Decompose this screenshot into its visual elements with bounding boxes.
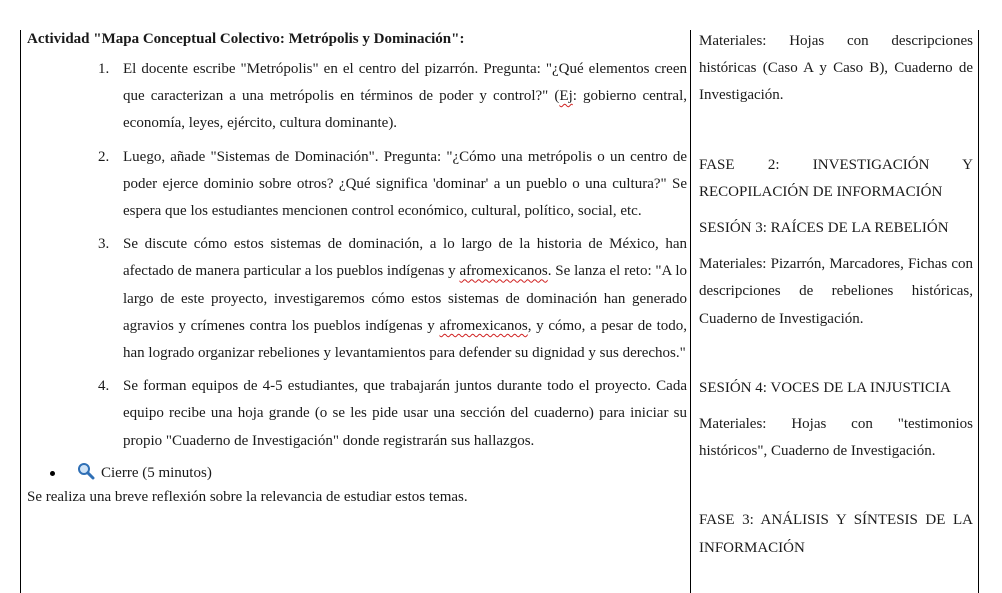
step-text-part: , y cómo, a pesar de todo, han logrado organizar rebeliones y levantamientos para defender su dignidad y sus derechos.": [123, 317, 687, 362]
session-4-heading: SESIÓN 4: VOCES DE LA INJUSTICIA: [699, 379, 951, 396]
step-text: [123, 61, 687, 131]
step-text-part: Se discute cómo estos sistemas de dominación, a lo largo de la historia de México, han afectado de manera particular a los pueblos indígenas y: [123, 236, 687, 280]
step-text: Se forman equipos de 4-5 estudiantes, que trabajarán juntos durante todo el proyecto. Cada equipo recibe una hoja grande (o se les pide usar una sección del cuaderno) para iniciar su propio "Cuaderno de Investigación" donde registrarán sus hallazgos.: [123, 378, 687, 449]
step-text-part: . Se lanza el reto: "A lo largo de este proyecto, investigaremos cómo estos sistemas de dominación han generado agravios y crímenes contra los pueblos indígenas y: [123, 263, 687, 334]
bullet-dot: [50, 471, 55, 476]
materials-session-2: Materiales: Hojas con descripciones históricas (Caso A y Caso B), Cuaderno de Investigación.: [699, 33, 973, 104]
step-number: 1.: [98, 61, 110, 77]
cierre-label: Cierre (5 minutos): [101, 464, 212, 481]
materials-session-4: Materiales: Hojas con "testimonios históricos", Cuaderno de Investigación.: [699, 416, 973, 460]
materials-session-3: Materiales: Pizarrón, Marcadores, Fichas con descripciones de rebeliones históricas, Cuaderno de Investigación.: [699, 256, 973, 327]
step-text-part: : gobierno central, economía, leyes, ejército, cultura dominante).: [123, 88, 687, 132]
spellcheck-word[interactable]: afromexicanos: [439, 317, 528, 334]
activity-steps-list: [27, 56, 687, 455]
step-text-part: El docente escribe "Metrópolis" en el centro del pizarrón. Pregunta: "¿Qué elementos creen que caracterizan a una metrópolis en términos de poder y control?" (: [123, 61, 687, 105]
magnifying-glass-icon: [77, 462, 95, 480]
step-text: [123, 236, 687, 361]
step-number: 2.: [98, 148, 110, 165]
step-number: 3.: [98, 236, 110, 253]
table-border-right: [978, 30, 979, 593]
phase-3-heading: FASE 3: ANÁLISIS Y SÍNTESIS DE LA INFORMACIÓN: [699, 512, 973, 556]
activity-heading: Actividad "Mapa Conceptual Colectivo: Metrópolis y Dominación":: [27, 31, 465, 47]
spellcheck-word[interactable]: Ej: [559, 88, 573, 105]
closing-paragraph: Se realiza una breve reflexión sobre la relevancia de estudiar estos temas.: [27, 488, 468, 505]
step-text: Luego, añade "Sistemas de Dominación". Pregunta: "¿Cómo una metrópolis o un centro de poder ejerce dominio sobre otros? ¿Qué significa 'dominar' a un pueblo o una cultura?" Se espera que los estudiantes mencionen control económico, cultural, político, social, etc.: [123, 148, 687, 220]
table-column-divider: [690, 30, 691, 593]
materials-column: [699, 28, 973, 562]
cierre-label-wrap: [77, 461, 212, 485]
step-item-2: [27, 144, 687, 226]
step-item-1: [27, 56, 687, 138]
spellcheck-word[interactable]: afromexicanos: [459, 263, 548, 280]
step-number: 4.: [98, 378, 110, 395]
activity-column: [27, 28, 687, 524]
table-border-left: [20, 30, 21, 593]
phase-2-heading: FASE 2: INVESTIGACIÓN Y RECOPILACIÓN DE INFORMACIÓN: [699, 156, 973, 200]
step-item-3: [27, 231, 687, 367]
session-3-heading: SESIÓN 3: RAÍCES DE LA REBELIÓN: [699, 220, 949, 237]
step-item-4: [27, 373, 687, 455]
